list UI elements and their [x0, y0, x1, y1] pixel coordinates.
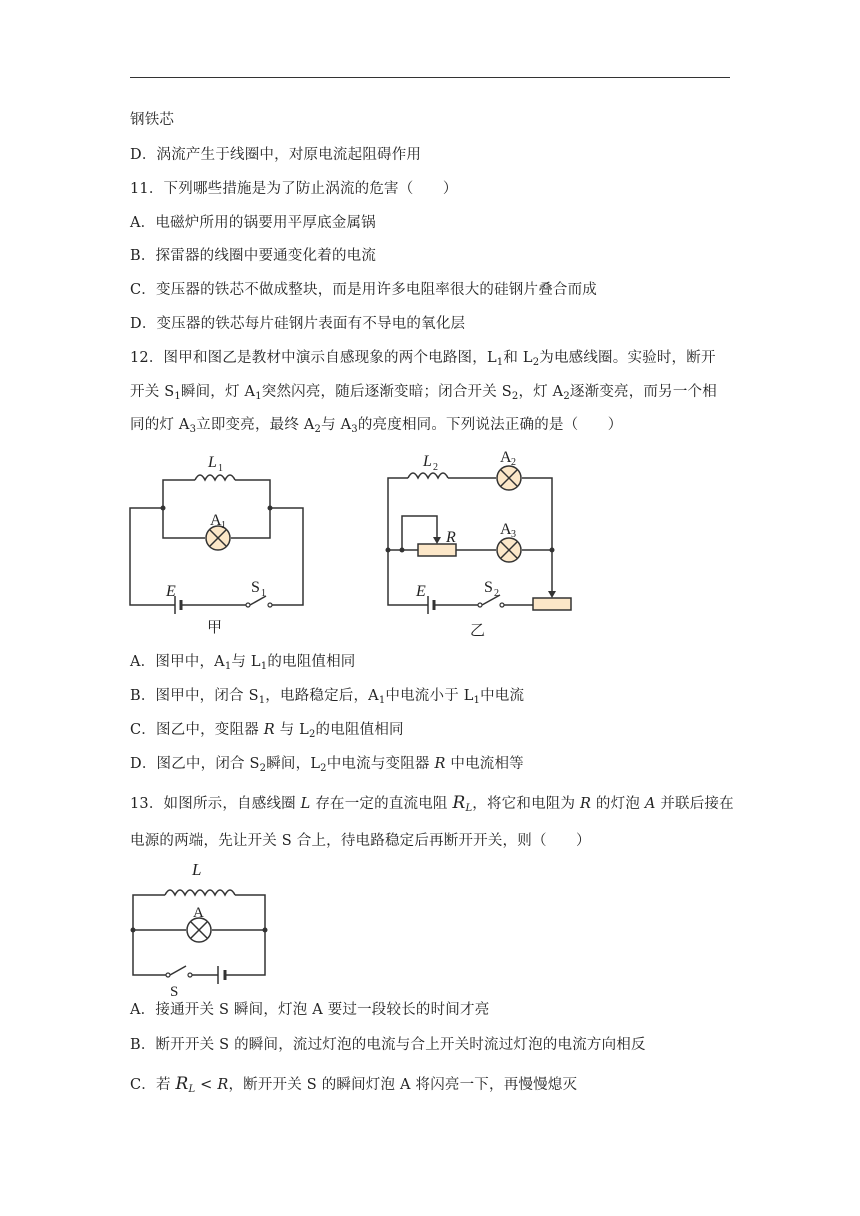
label-S2: S [484, 579, 493, 596]
question-12-line-2: 开关 $S_1$瞬间，灯 $A_1$突然闪亮，随后逐渐变暗；闭合开关 $S_2$，灯 $A_2$逐渐变亮，而另一个相 [130, 384, 717, 402]
label-A3-sub: 3 [511, 529, 516, 540]
question-13-line-1: 13．如图所示，自感线圈 L 存在一定的直流电阻 $R_L$，将它和电阻为 R 的灯泡 A 并联后接在 [130, 793, 734, 814]
question-13-line-2: 电源的两端，先让开关 S 合上，待电路稳定后再断开开关，则（ ） [130, 833, 591, 849]
question-12-line-1: 12．图甲和图乙是教材中演示自感现象的两个电路图，$L_1$和 $L_2$为电感线圈。实验时，断开 [130, 350, 716, 368]
q13-option-b: B．断开开关 S 的瞬间，流过灯泡的电流与合上开关时流过灯泡的电流方向相反 [130, 1037, 646, 1053]
label-A1: A [210, 512, 222, 529]
label-A2-sub: 2 [511, 457, 516, 468]
label-S: S [170, 984, 179, 1000]
q12-option-b: B．图甲中，闭合 $S_1$，电路稳定后，$A_1$中电流小于 $L_1$中电流 [130, 688, 525, 706]
label-A2: A [500, 449, 512, 466]
question-12-line-3: 同的灯 $A_3$立即变亮，最终 $A_2$与 $A_3$的亮度相同。下列说法正确的是（ ） [130, 417, 623, 435]
label-L: L [192, 860, 202, 879]
label-R: R [446, 529, 456, 546]
label-L1: L [208, 454, 217, 471]
label-A: A [193, 905, 204, 921]
q12-option-a: A．图甲中，$A_1$与 $L_1$的电阻值相同 [130, 654, 356, 672]
label-L2: L [423, 453, 432, 470]
label-L2-sub: 2 [433, 462, 438, 473]
option-b: B．探雷器的线圈中要通变化着的电流 [130, 248, 377, 264]
q13-option-c: C．若 $R_L < R$，断开开关 S 的瞬间灯泡 A 将闪亮一下，再慢慢熄灭 [130, 1074, 578, 1095]
option-d: D．变压器的铁芯每片硅钢片表面有不导电的氧化层 [130, 316, 466, 332]
caption-yi: 乙 [470, 623, 486, 639]
option-a: A．电磁炉所用的锅要用平厚底金属锅 [130, 215, 376, 231]
option-c: C．变压器的铁芯不做成整块，而是用许多电阻率很大的硅钢片叠合而成 [130, 282, 597, 298]
caption-jia: 甲 [207, 620, 223, 636]
question-11: 11．下列哪些措施是为了防止涡流的危害（ ） [130, 181, 458, 197]
option-d: D．涡流产生于线圈中，对原电流起阻碍作用 [130, 147, 422, 163]
label-S1-sub: 1 [261, 588, 266, 599]
label-L1-sub: 1 [218, 463, 223, 474]
q12-option-d: D．图乙中，闭合 $S_2$瞬间，$L_2$中电流与变阻器 R 中电流相等 [130, 756, 524, 774]
label-E: E [166, 583, 176, 600]
text-line: 钢铁芯 [130, 112, 175, 128]
label-A1-sub: 1 [221, 520, 226, 531]
label-E: E [416, 583, 426, 600]
label-S2-sub: 2 [494, 588, 499, 599]
label-S1: S [251, 579, 260, 596]
q13-option-a: A．接通开关 S 瞬间，灯泡 A 要过一段较长的时间才亮 [130, 1002, 490, 1018]
label-A3: A [500, 521, 512, 538]
q12-option-c: C．图乙中，变阻器 R 与 $L_2$的电阻值相同 [130, 722, 404, 740]
